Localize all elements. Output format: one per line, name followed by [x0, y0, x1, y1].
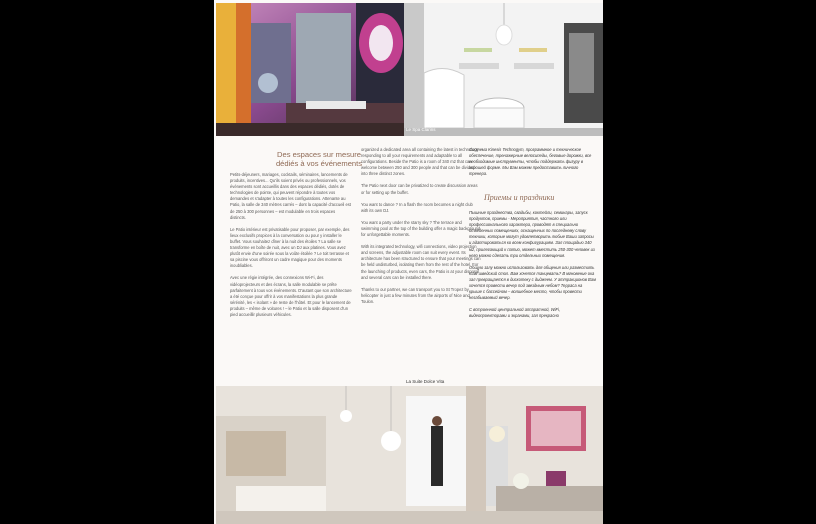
suite-photo: [216, 386, 603, 524]
russian-heading: Приемы и праздники: [484, 193, 555, 202]
english-paragraph: You want to dance ? In a flash the room becomes a night club with its own DJ.: [361, 201, 473, 213]
caption-suite-dolce-vita: La Suite Dolce Vita: [406, 379, 445, 384]
french-paragraph: Le Patio intérieur est privatisable pour proposer, par exemple, des lieux exclusifs propices à la conversation ou pour y installer le buffet. Vous souhaitez dîner à la nuit des étoiles ? La salle se transforme en boîte de nuit, avec un DJ aux platines. Vous avez plutôt envie d'une soirée sous la voûte étoilée ? Le toit terrasse et sa piscine vous offriront un cadre magique pour des moments inoubliables.: [230, 226, 350, 269]
french-heading-line1: Des espaces sur mesure: [277, 150, 361, 159]
english-paragraph: You want a party under the starry sky ? The terrace and swimming pool at the top of the building offer a magic background for unforgettable moments.: [361, 219, 481, 238]
spa-room-photo: [216, 3, 412, 136]
russian-paragraph: С встроенной центральной аппаратной, WiFi, видеопроекторами и экранами, зал прекрасно: [469, 307, 561, 319]
english-column: [361, 147, 481, 311]
french-column-1: [230, 172, 352, 324]
english-paragraph: Thanks to our partner, we can transport you to St Tropez by helicopter in just a few minutes from the airports of Nice and Toulon.: [361, 286, 470, 304]
russian-intro: Система Kinesis Technogym, программное и техническое обеспечение, тренажерные велосипеды, беговые дорожки, все необходимые инструменты, чтобы поддержать фигуру в хорошей форме. Мы Вам можем предоставить личного тренера.: [469, 147, 592, 177]
spa-reception-image: [404, 3, 603, 136]
caption-spa-clarins: Le Spa Clarins: [406, 127, 436, 132]
spa-reception-photo: [404, 3, 603, 136]
russian-paragraph: Пышные празднества, свадьбы, коктейли, семинары, запуск продуктов, приемы - Мероприятия, частного или профессионального характера, проводят в специально отведенных помещениях, оснащенных по последнему слову техники, которые могут удовлетворить любые Ваши запросы и адаптироваться ко всем конфигурациям. Зал площадью 340 м2, прилегающий к патио, может вместить 250-300 человек из него можно сделать три отдельных помещения.: [469, 210, 595, 258]
russian-body: [469, 210, 596, 326]
russian-paragraph: Общую залу можно использовать для общения или разместить там шведский стол. Вам хочется танцевать? В мгновение ока зал превращается в дискотеку с диджеем. У аттракционов Вам хочется провести вечер под звездным небом? Терраса на крыше с бассейном – волшебное место, чтобы провести незабываемый вечер.: [469, 264, 596, 301]
spa-room-image: [216, 3, 412, 136]
french-heading-line2: dédiés à vos événements: [275, 159, 363, 168]
english-paragraph: With its integrated technology, wifi connections, video projection and screens, the adjustable room can suit every event. Its architecture has been structured to ensure that your meetings can be held undisturbed, isolating them from the rest of the hotel. For the launching of products, even cars, the Patio is at your disposal and several cars can be installed there.: [361, 244, 481, 280]
french-paragraph: Avec une régie intégrée, des connexions Wi-Fi, des vidéoprojecteurs et des écrans, la salle modulable se prête parfaitement à tous vos événements. D'autant que son architecture a été conçue pour offrir à vos manifestations la plus grande sérénité, les « isolant » de reste de l'hôtel. Et pour le lancement de produits – même de voitures ! – le Patio et la salle disposent d'un pied accueillir plusieurs véhicules.: [230, 275, 352, 317]
french-paragraph: Petits-déjeuners, mariages, cocktails, séminaires, lancements de produits, incentives... Qu'ils soient privés ou professionnels, vos événements sont accueillis dans des espaces dédiés, dotés de technologies de pointe, qui peuvent répondre à toutes vos demandes et s'adapter à toutes les configurations. Attenante au Patio, la salle de 340 mètres carrés – dont la capacité d'accueil est de 250 à 300 personnes – est modulable en trois espaces distincts.: [230, 172, 351, 220]
russian-column: [469, 147, 596, 183]
english-paragraph: The Patio next door can be privatized to create discussion areas or for setting up the buffet.: [361, 183, 478, 195]
magazine-page: [214, 0, 603, 524]
english-paragraph: organized a dedicated area all containing the latest in technology responding to all your requirements and adaptable to all configurations. Beside the Patio is a room of 340 m2 that can welcome between 250 and 300 people and that can be divided into three distinct zones.: [361, 147, 479, 177]
suite-image: [216, 386, 603, 524]
